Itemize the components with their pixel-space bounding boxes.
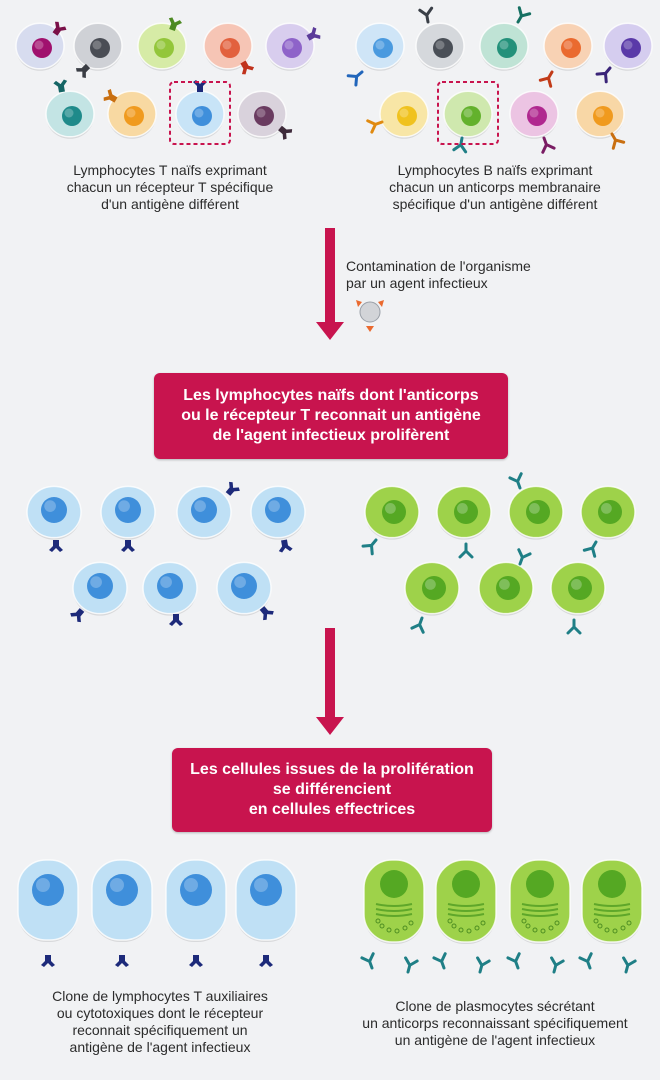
b-cell-magenta-icon (510, 91, 558, 152)
t-cell-dark-plum-icon (238, 91, 294, 141)
proliferating-t-cell (177, 480, 241, 539)
b-cell-amber-icon (576, 91, 624, 148)
proliferating-t-cell (143, 562, 197, 626)
plasmocyte-cell (580, 860, 642, 974)
differentiation-banner: Les cellules issues de la prolifération se différencient en cellules effectrices (172, 748, 492, 832)
proliferating-t-cell (27, 486, 81, 552)
t-cell-orange-red-icon (204, 23, 255, 76)
t-cell-magenta-icon (16, 20, 68, 71)
plasmocyte-cell (434, 860, 496, 974)
effector-t-cell (92, 860, 152, 967)
proliferating-b-cell-group (363, 474, 635, 633)
proliferating-t-cell-group (27, 480, 305, 626)
flow-arrows (316, 228, 344, 735)
t-cell-amber-icon (102, 88, 156, 139)
plasmocyte-cell (362, 860, 424, 974)
proliferating-b-cell (363, 486, 419, 553)
proliferating-b-cell (479, 550, 533, 616)
b-cell-indigo-icon (597, 23, 652, 82)
contamination-note: Contamination de l'organisme par un agent infectieux (346, 258, 531, 291)
effector-t-cell (236, 860, 296, 967)
naive-t-caption: Lymphocytes T naïfs exprimant chacun un récepteur T spécifique d'un antigène différent (66, 162, 274, 212)
plasmocyte-cell (508, 860, 570, 974)
naive-b-caption: Lymphocytes B naïfs exprimant chacun un anticorps membranaire spécifique d'un antigène différent (389, 162, 601, 212)
proliferating-b-cell (581, 486, 635, 556)
t-clone-caption: Clone de lymphocytes T auxiliaires ou cytotoxiques dont le récepteur reconnait spécifiquement un antigène de l'agent infectieux (52, 988, 268, 1055)
proliferating-t-cell (101, 486, 155, 552)
proliferating-b-cell (405, 562, 459, 632)
effector-t-cell (166, 860, 226, 967)
effector-t-cell (18, 860, 78, 967)
proliferating-t-cell (69, 562, 127, 623)
b-cell-gray-icon (416, 8, 464, 71)
proliferating-t-cell (217, 562, 275, 621)
naive-t-cell-group (16, 16, 322, 144)
t-cell-blue-selected-icon (176, 80, 224, 139)
t-cell-gray-icon (74, 23, 122, 79)
b-cell-orange-icon (540, 23, 592, 86)
proliferating-b-cell (551, 562, 605, 633)
proliferating-b-cell (509, 474, 563, 540)
proliferation-banner: Les lymphocytes naïfs dont l'anticorps ou le récepteur T reconnait un antigène de l'agent infectieux prolifèrent (154, 373, 508, 459)
proliferating-t-cell (251, 486, 305, 553)
plasmocyte-clone-group (362, 860, 642, 974)
proliferating-b-cell (437, 486, 491, 557)
t-cell-teal-icon (46, 79, 94, 139)
effector-t-clone-group (18, 860, 296, 967)
b-clone-caption: Clone de plasmocytes sécrétant un anticorps reconnaissant spécifiquement un antigène de l'agent infectieux (362, 998, 628, 1048)
b-cell-blue-icon (348, 23, 404, 85)
infectious-agent-icon (356, 300, 384, 332)
t-cell-purple-icon (266, 23, 322, 71)
t-cell-lime-icon (138, 16, 186, 70)
b-cell-yellow-icon (368, 91, 428, 139)
b-cell-green-selected-icon (444, 91, 492, 152)
naive-b-cell-group (348, 8, 652, 153)
b-cell-teal-icon (480, 8, 530, 71)
